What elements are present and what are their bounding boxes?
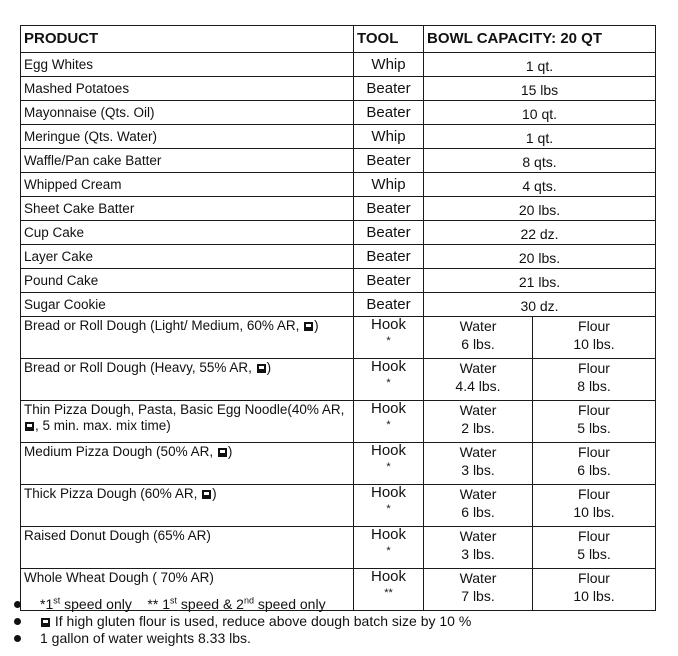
tool-cell: Beater [354, 245, 424, 269]
capacity-cell: 22 dz. [424, 221, 656, 245]
product-text: Thick Pizza Dough (60% AR, [24, 486, 198, 501]
flour-label: Flour [578, 402, 610, 418]
high-gluten-flour-icon [202, 490, 211, 499]
product-cell: Cup Cake [21, 221, 354, 245]
capacity-cell: 21 lbs. [424, 269, 656, 293]
tool-cell [354, 401, 424, 443]
water-cell [424, 443, 533, 485]
table-row [21, 359, 656, 401]
speed-note: *1st speed only ** 1st speed & 2nd speed only [12, 596, 471, 613]
tool-cell [354, 527, 424, 569]
table-row [21, 197, 656, 221]
table-row [21, 443, 656, 485]
flour-cell [533, 317, 656, 359]
water-cell [424, 527, 533, 569]
speed-marker: * [386, 503, 391, 515]
water-label: Water [459, 486, 497, 502]
water-amount: 7 lbs. [461, 588, 495, 604]
bullet-icon [14, 618, 21, 625]
capacity-cell: 1 qt. [424, 53, 656, 77]
flour-amount: 5 lbs. [577, 546, 611, 562]
high-gluten-flour-icon [25, 422, 34, 431]
water-cell [424, 401, 533, 443]
product-text: ) [212, 486, 217, 501]
flour-label: Flour [578, 528, 610, 544]
water-cell [424, 359, 533, 401]
flour-label: Flour [578, 444, 610, 460]
water-weight-note: 1 gallon of water weights 8.33 lbs. [12, 630, 471, 647]
flour-label: Flour [578, 360, 610, 376]
table-row [21, 53, 656, 77]
flour-amount: 6 lbs. [577, 462, 611, 478]
capacity-cell: 4 qts. [424, 173, 656, 197]
water-label: Water [459, 528, 497, 544]
flour-amount: 8 lbs. [577, 378, 611, 394]
tool-label: Hook [370, 484, 407, 501]
mixing-capacity-table [20, 25, 656, 611]
water-amount: 4.4 lbs. [455, 378, 501, 394]
capacity-column-header: BOWL CAPACITY: 20 QT [424, 26, 656, 53]
table-row [21, 77, 656, 101]
product-cell [21, 485, 354, 527]
water-label: Water [459, 318, 497, 334]
water-label: Water [459, 402, 497, 418]
table-header-row [21, 26, 656, 53]
flour-cell [533, 527, 656, 569]
capacity-cell: 15 lbs [424, 77, 656, 101]
speed-marker: * [386, 335, 391, 347]
tool-cell [354, 443, 424, 485]
product-cell [21, 401, 354, 443]
table-row [21, 527, 656, 569]
flour-label: Flour [578, 486, 610, 502]
table-row [21, 149, 656, 173]
product-cell: Egg Whites [21, 53, 354, 77]
speed-marker: ** [384, 587, 393, 599]
product-cell: Mashed Potatoes [21, 77, 354, 101]
product-cell: Mayonnaise (Qts. Oil) [21, 101, 354, 125]
table-row [21, 293, 656, 317]
water-amount: 6 lbs. [461, 504, 495, 520]
high-gluten-flour-icon [218, 448, 227, 457]
tool-cell: Whip [354, 173, 424, 197]
flour-amount: 10 lbs. [573, 588, 615, 604]
table-row [21, 485, 656, 527]
tool-cell: Beater [354, 269, 424, 293]
water-label: Water [459, 444, 497, 460]
table-row [21, 317, 656, 359]
product-text: , 5 min. max. mix time) [35, 418, 171, 433]
gluten-note: If high gluten flour is used, reduce above dough batch size by 10 % [12, 613, 471, 630]
flour-cell [533, 569, 656, 611]
speed-marker: * [386, 545, 391, 557]
tool-label: Hook [370, 526, 407, 543]
table-row [21, 101, 656, 125]
product-text: ) [266, 360, 272, 375]
tool-cell: Beater [354, 293, 424, 317]
tool-cell [354, 485, 424, 527]
bullet-icon [14, 635, 21, 642]
water-cell [424, 317, 533, 359]
tool-label: Hook [370, 358, 407, 375]
tool-label: Hook [370, 316, 407, 333]
table-row [21, 269, 656, 293]
capacity-cell: 20 lbs. [424, 197, 656, 221]
tool-label: Hook [370, 442, 407, 459]
product-text: Raised Donut Dough (65% AR) [24, 528, 211, 543]
flour-cell [533, 443, 656, 485]
product-cell: Whipped Cream [21, 173, 354, 197]
tool-cell: Beater [354, 197, 424, 221]
tool-cell: Whip [354, 125, 424, 149]
flour-amount: 10 lbs. [573, 504, 615, 520]
product-cell: Sheet Cake Batter [21, 197, 354, 221]
capacity-cell: 8 qts. [424, 149, 656, 173]
product-cell: Pound Cake [21, 269, 354, 293]
high-gluten-flour-icon [41, 618, 50, 627]
product-column-header: PRODUCT [21, 26, 354, 53]
table-row [21, 401, 656, 443]
water-amount: 3 lbs. [461, 546, 495, 562]
capacity-cell: 20 lbs. [424, 245, 656, 269]
flour-cell [533, 359, 656, 401]
product-text: ) [227, 444, 233, 459]
product-cell: Waffle/Pan cake Batter [21, 149, 354, 173]
product-cell [21, 359, 354, 401]
flour-amount: 10 lbs. [573, 336, 615, 352]
capacity-cell: 1 qt. [424, 125, 656, 149]
product-cell [21, 527, 354, 569]
tool-cell [354, 317, 424, 359]
flour-cell [533, 401, 656, 443]
tool-cell [354, 359, 424, 401]
product-cell: Meringue (Qts. Water) [21, 125, 354, 149]
bullet-icon [14, 601, 21, 608]
tool-cell: Beater [354, 101, 424, 125]
water-amount: 3 lbs. [461, 462, 495, 478]
high-gluten-flour-icon [304, 322, 313, 331]
flour-amount: 5 lbs. [577, 420, 611, 436]
product-text: Whole Wheat Dough ( 70% AR) [24, 570, 214, 585]
water-amount: 6 lbs. [461, 336, 495, 352]
product-text: Bread or Roll Dough (Light/ Medium, 60% AR, [24, 318, 300, 333]
table-row [21, 221, 656, 245]
flour-label: Flour [578, 318, 610, 334]
tool-label: Hook [370, 400, 407, 417]
table-row [21, 125, 656, 149]
water-label: Water [459, 570, 497, 586]
speed-marker: * [386, 461, 391, 473]
capacity-cell: 10 qt. [424, 101, 656, 125]
speed-marker: * [386, 419, 391, 431]
product-cell [21, 443, 354, 485]
product-text: Thin Pizza Dough, Pasta, Basic Egg Noodle(40% AR, [24, 402, 345, 417]
water-label: Water [459, 360, 497, 376]
table-row [21, 173, 656, 197]
table-row [21, 245, 656, 269]
product-cell: Layer Cake [21, 245, 354, 269]
high-gluten-flour-icon [257, 364, 266, 373]
product-text: Medium Pizza Dough (50% AR, [24, 444, 214, 459]
tool-column-header: TOOL [354, 26, 424, 53]
water-amount: 2 lbs. [461, 420, 495, 436]
tool-cell: Beater [354, 149, 424, 173]
capacity-cell: 30 dz. [424, 293, 656, 317]
product-text: Bread or Roll Dough (Heavy, 55% AR, [24, 360, 252, 375]
tool-cell: Whip [354, 53, 424, 77]
footnotes [12, 596, 471, 647]
flour-cell [533, 485, 656, 527]
tool-cell: Beater [354, 77, 424, 101]
water-cell [424, 485, 533, 527]
flour-label: Flour [578, 570, 610, 586]
product-cell: Sugar Cookie [21, 293, 354, 317]
tool-label: Hook [370, 568, 407, 585]
tool-cell: Beater [354, 221, 424, 245]
product-cell [21, 317, 354, 359]
product-text: ) [314, 318, 319, 333]
speed-marker: * [386, 377, 391, 389]
